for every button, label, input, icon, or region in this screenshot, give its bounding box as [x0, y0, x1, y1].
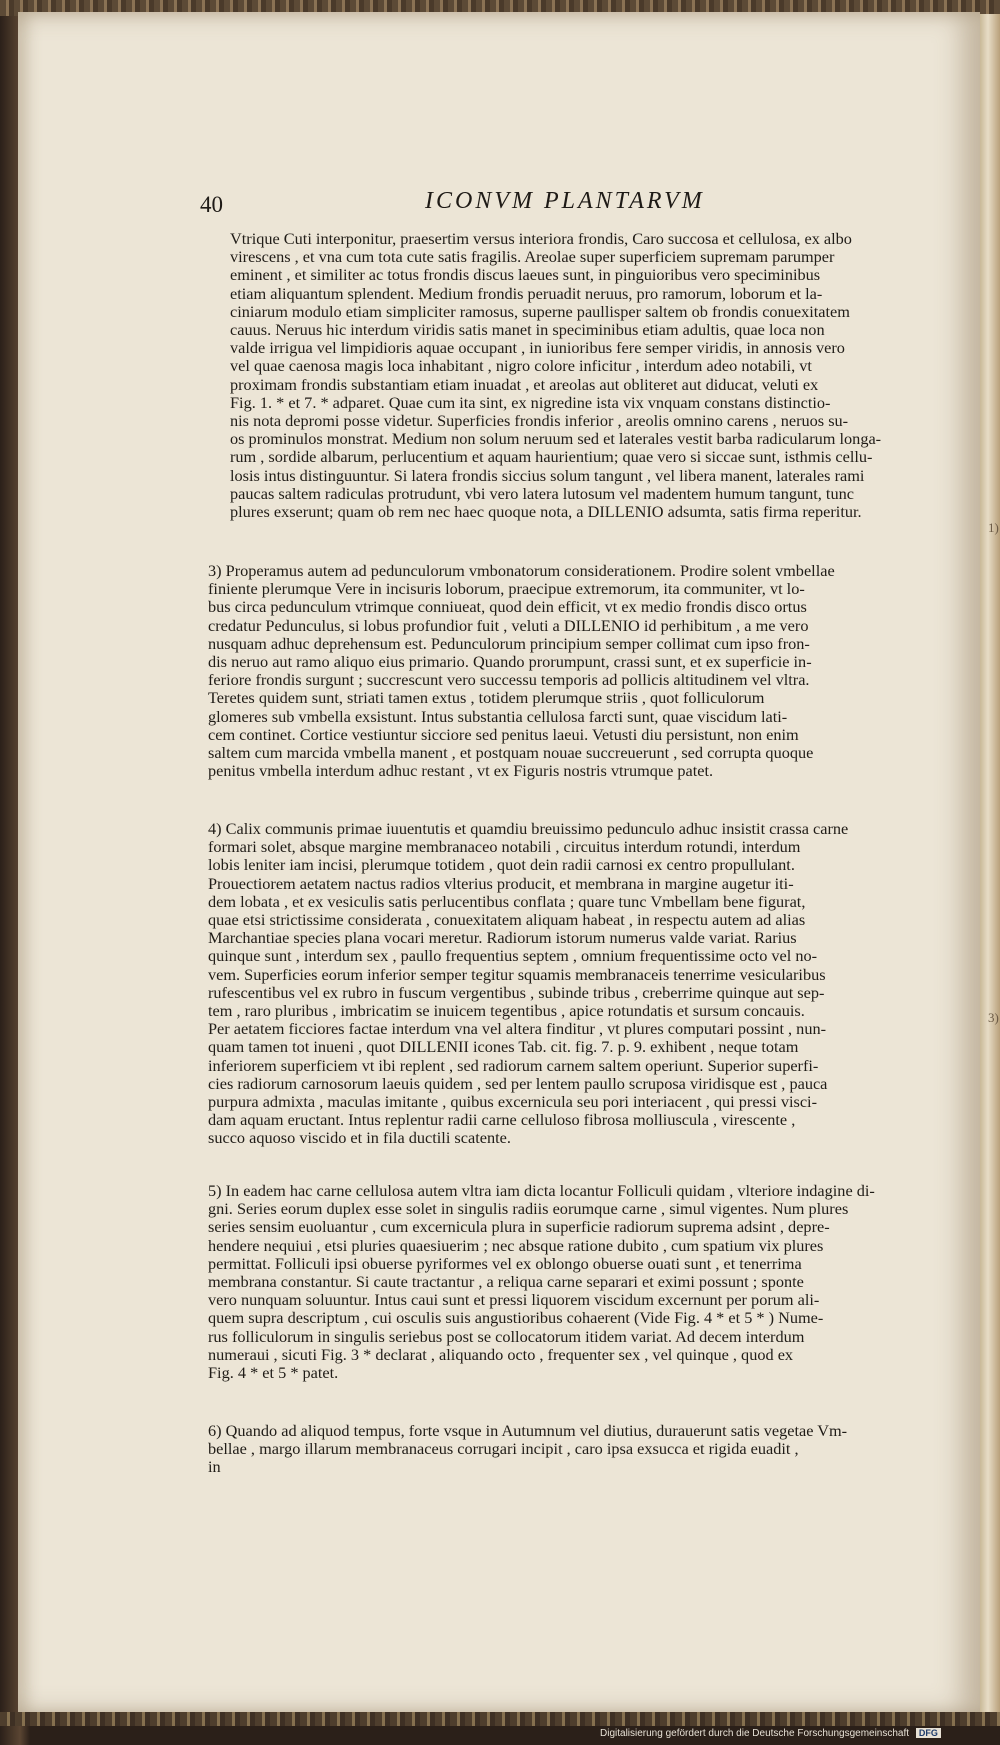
text-line: cies radiorum carnosorum laeuis quidem , sed per lentem paullo scruposa viridisque est , pauca [208, 1073, 828, 1093]
text-line: hendere nequiui , etsi pluries quaesiuerim ; nec absque ratione dubito , cum spatium vix plures [208, 1235, 824, 1255]
text-line: quinque sunt , interdum sex , paullo frequentius septem , omnium frequentissime octo vel no- [208, 946, 818, 966]
page-number: 40 [200, 192, 223, 217]
text-line: os prominulos monstrat. Medium non solum neruum sed et laterales vestit barba radicularum longa- [230, 429, 882, 449]
text-line: gni. Series eorum duplex esse solet in singulis radiis eorumque carne , simul vigentes. Num plures [208, 1199, 849, 1219]
text-line: plures exserunt; quam ob rem nec haec quoque nota, a DILLENIO adsumta, satis firma reperitur. [230, 502, 862, 521]
text-line: quae etsi strictissime considerata , conuexitatem aliquam habeat , in respectu autem ad alias [208, 910, 806, 929]
text-line: finiente plerumque Vere in incisuris loborum, praecipue extremorum, ita communiter, vt lo- [208, 579, 805, 599]
footer-text: Digitalisierung gefördert durch die Deutsche Forschungsgemeinschaft [600, 1728, 910, 1739]
text-line: series sensim euoluantur , cum excernicula plura in superficie radiorum suprema adsint , depre- [208, 1217, 830, 1237]
text-line: cem continet. Cortice vestiuntur sicciore sed penitus laeui. Vetusti diu persistunt, non enim [208, 724, 799, 744]
text-line: Prouectiorem aetatem nactus radios vlterius producit, et membrana in margine augetur iti- [208, 873, 794, 893]
text-line: 4) Calix communis primae iuuentutis et quamdiu breuissimo pedunculo adhuc insistit crassa carne [208, 819, 849, 838]
text-line: rufescentibus vel ex rubro in fuscum vergentibus , subinde tribus , creberrime quinque aut sep- [208, 982, 825, 1002]
text-line: quem supra descriptum , cui osculis suis angustioribus cohaerent (Vide Fig. 4 * et 5 * ) Nume- [208, 1308, 824, 1328]
text-line: eminent , et similiter ac totus frondis discus laeues sunt, in pinguioribus vero speciminibus [230, 265, 821, 285]
text-line: losis intus distinguuntur. Si latera frondis siccius solum tangunt , vel libera manent, laterales rami [230, 465, 865, 485]
text-line: dis neruo aut ramo aliquo eius primario. Quando prorumpunt, crassi sunt, et ex superficie in- [208, 652, 812, 671]
text-line: Fig. 1. * et 7. * adparet. Quae cum ita sint, ex nigredine ista vix vnquam constans distinctio- [230, 392, 831, 412]
text-line: glomeres sub vmbella exsistunt. Intus substantia cellulosa farcti sunt, quae viscidum lati- [208, 706, 788, 726]
text-line: credatur Pedunculus, si lobus profundior fuit , veluti a DILLENIO id perhibitum , a me vero [208, 615, 809, 635]
text-line: rus folliculorum in singulis seriebus post se collocatorum itidem variat. Ad decem interdum [208, 1326, 805, 1346]
text-line: feriore frondis surgunt ; succrescunt vero successu temporis ad pollicis altitudinem vel vltra. [208, 670, 810, 690]
text-line: bus circa pedunculum vtrimque conniueat, quod dein efficit, vt ex medio frondis disco ortus [208, 597, 807, 617]
text-line: permittat. Folliculi ipsi obuerse pyriformes vel ex oblongo obuerse ouati sunt , et tenerrima [208, 1253, 802, 1273]
text-line: tem , raro pluribus , imbricatim se inuicem tegentibus , apice rotundatis et sursum concauis. [208, 1001, 805, 1020]
text-line: ciniarum modulo etiam simpliciter ramosus, superne paullisper saltem ob frondis conuexitatem [230, 301, 850, 321]
margin-mark: 3) [988, 1010, 999, 1025]
text-line: cauus. Neruus hic interdum viridis satis manet in speciminibus etiam adultis, quae loca non [230, 320, 825, 339]
text-line: inferiorem superficiem vt ibi replent , sed radiorum carnem saltem operiunt. Superior superfi- [208, 1055, 819, 1075]
text-line: in [208, 1457, 221, 1477]
text-line: formari solet, absque margine membranaceo notabili , circuitus interdum rotundi, interdum [208, 837, 801, 857]
text-line: Marchantiae species plana vocari meretur. Radiorum istorum numerus valde variat. Rarius [208, 928, 797, 948]
dfg-logo: DFG [916, 1728, 941, 1738]
text-line: Teretes quidem sunt, striati tamen extus , totidem plerumque striis , quot folliculorum [208, 688, 765, 708]
text-line: vem. Superficies eorum inferior semper tegitur squamis membranaceis tenerrime vesicularibus [208, 964, 826, 984]
text-line: paucas saltem radiculas protrudunt, vbi vero latera lutosum vel madentem humum tangunt, tunc [230, 483, 854, 503]
text-line: rum , sordide albarum, perlucentium et aquam haurientium; quae vero si siccae sunt, isthmis cellu- [230, 447, 873, 467]
text-line: dam aquam eructant. Intus replentur radii carne celluloso fibrosa molliuscula , virescente , [208, 1110, 796, 1130]
text-line: Per aetatem ficciores factae interdum vna vel altera finditur , vt plures computari possint , nun- [208, 1019, 827, 1039]
text-line: 6) Quando ad aliquod tempus, forte vsque in Autumnum vel diutius, durauerunt satis vegetae Vm- [208, 1421, 848, 1440]
text-line: nis nota depromi posse videtur. Superficies frondis inferior , areolis omnino carens , neruos su- [230, 411, 849, 430]
text-line: purpura admixta , maculas imitante , quibus excernicula seu pori interiacent , qui pressi visci- [208, 1092, 818, 1111]
text-line: 3) Properamus autem ad pedunculorum vmbonatorum considerationem. Prodire solent vmbellae [208, 561, 835, 580]
text-line: saltem cum marcida vmbella manent , et postquam nouae succreuerunt , sed corrupta quoque [208, 743, 814, 762]
text-line: Vtrique Cuti interponitur, praesertim versus interiora frondis, Caro succosa et cellulosa, ex albo [230, 229, 852, 248]
next-page-edge [980, 14, 1000, 1714]
text-line: nusquam adhuc deprehensum est. Pedunculorum principium semper collimat cum ipso fron- [208, 633, 810, 653]
text-line: lobis leniter iam incisi, plerumque totidem , quot dein radii carnosi ex centro propullulant. [208, 855, 795, 875]
text-line: 5) In eadem hac carne cellulosa autem vltra iam dicta locantur Folliculi quidam , vlteriore indagine di- [208, 1181, 875, 1200]
text-line: virescens , et vna cum tota cute satis fragilis. Areolae super superficiem supremam parumper [230, 247, 835, 267]
footer-credit [600, 1728, 941, 1739]
running-title: ICONVM PLANTARVM [425, 188, 705, 214]
text-line: bellae , margo illarum membranaceus corrugari incipit , caro ipsa exsucca et rigida euadit , [208, 1439, 799, 1459]
text-line: succo aquoso viscido et in fila ductili scatente. [208, 1128, 511, 1148]
text-line: etiam aliquantum splendent. Medium frondis peruadit neruus, pro ramorum, loborum et la- [230, 283, 823, 303]
margin-mark: 1) [988, 520, 999, 535]
text-line: vero nunquam soluuntur. Intus caui sunt et pressi liquorem viscidum excernunt per porum ali- [208, 1290, 820, 1310]
text-line: valde irrigua vel limpidioris aquae occupant , in iunioribus fere semper viridis, in annosis vero [230, 338, 845, 358]
text-line: penitus vmbella interdum adhuc restant , vt ex Figuris nostris vtrumque patet. [208, 761, 714, 781]
text-line: quam tamen tot inueni , quot DILLENII icones Tab. cit. fig. 7. p. 9. exhibent , neque totam [208, 1037, 799, 1057]
text-line: dem lobata , et ex vesiculis satis perlucentibus conflata ; quare tunc Vmbellam bene figurat, [208, 891, 806, 911]
text-line: Fig. 4 * et 5 * patet. [208, 1363, 339, 1382]
text-line: vel quae caenosa magis loca inhabitant , nigro colore inficitur , interdum adeo notabili, vt [230, 356, 812, 376]
text-line: membrana constantur. Si caute tractantur , a reliqua carne separari et eximi possunt ; sponte [208, 1272, 804, 1291]
page-header [200, 188, 960, 222]
book-bottom-edge [0, 1712, 1000, 1726]
text-line: numeraui , sicuti Fig. 3 * declarat , aliquando octo , frequenter sex , vel quinque , quod ex [208, 1344, 794, 1364]
text-line: proximam frondis substantiam etiam inuadat , et areolas aut obliteret aut diducat, veluti ex [230, 374, 819, 394]
